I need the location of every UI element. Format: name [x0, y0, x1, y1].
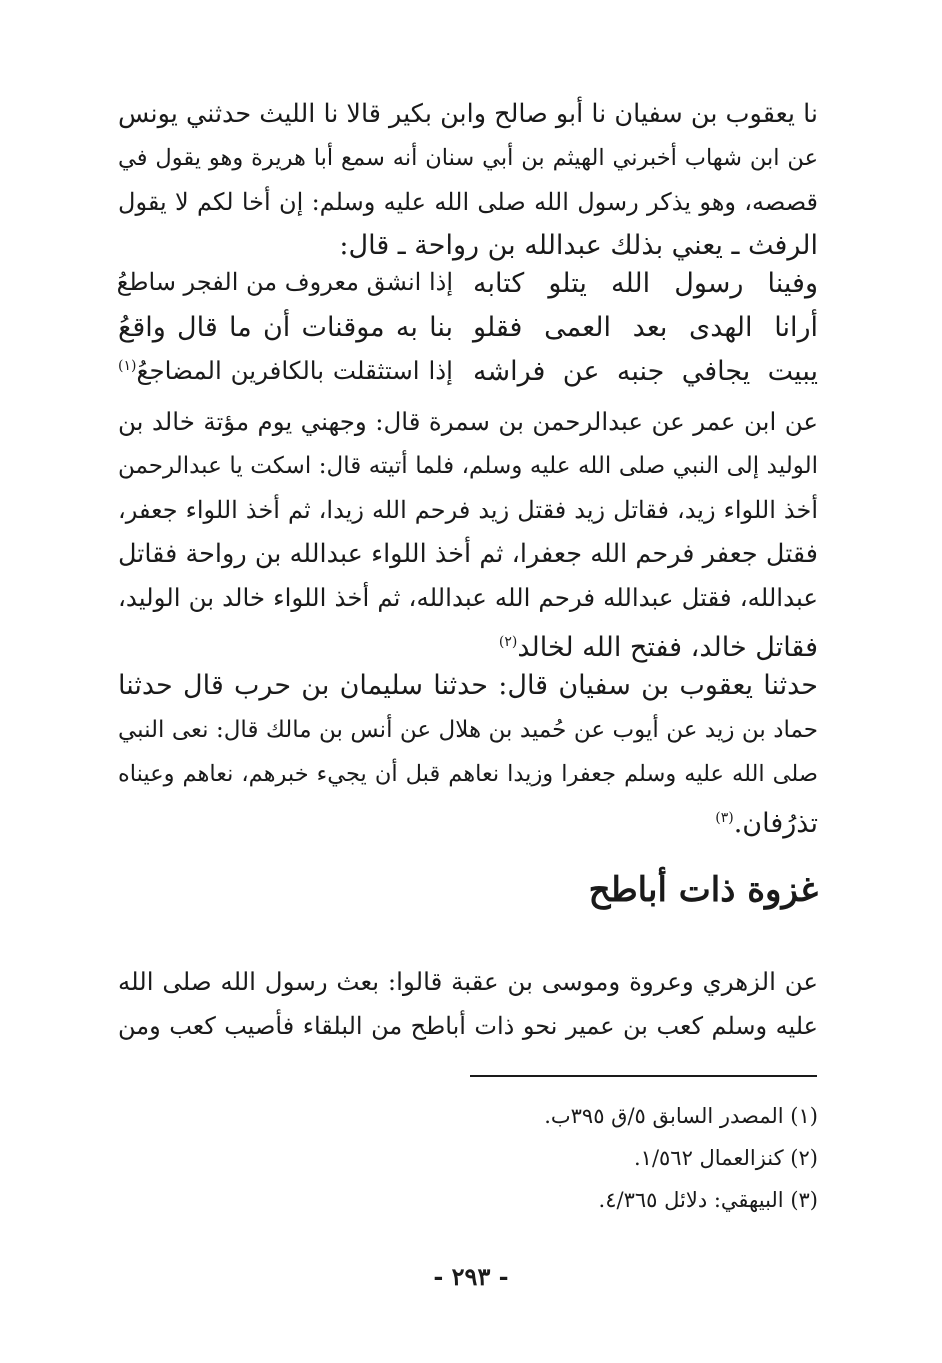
text-line: فقاتل خالد، ففتح الله لخالد$^{(٢)}$: [498, 632, 818, 663]
paragraph-2: [118, 400, 818, 664]
text-line: حماد بن زيد عن أيوب عن حُميد بن هلال عن أنس بن مالك قال: نعى النبي: [118, 717, 818, 743]
footnote-ref: (٣): [715, 810, 734, 826]
footnote-separator: [470, 1075, 817, 1077]
verse-first-hemistich: وفينا رسول الله يتلو كتابه: [473, 268, 818, 299]
text-line: تذرُفان.$^{(٣)}$: [715, 808, 818, 839]
text-line: حدثنا يعقوب بن سفيان قال: حدثنا سليمان بن حرب قال حدثنا: [118, 670, 818, 701]
page-number: - ٢٩٣ -: [433, 1262, 509, 1291]
footnote: (٣) البيهقي: دلائل ٤/٣٦٥.: [598, 1188, 818, 1212]
text-line: فقتل جعفر فرحم الله جعفرا، ثم أخذ اللواء عبدالله بن رواحة فقاتل: [118, 539, 818, 569]
text-line: نا يعقوب بن سفيان نا أبو صالح وابن بكير قالا نا الليث حدثني يونس: [118, 99, 818, 129]
text-line: عبدالله، فقتل عبدالله فرحم الله عبدالله، ثم أخذ اللواء خالد بن الوليد،: [118, 583, 818, 612]
footnote: (١) المصدر السابق ٥/ق ٣٩٥ب.: [544, 1104, 818, 1128]
text-line: الوليد إلى النبي صلى الله عليه وسلم، فلما أتيته قال: اسكت يا عبدالرحمن: [118, 453, 818, 479]
text-line: قصصه، وهو يذكر رسول الله صلى الله عليه وسلم: إن أخا لكم لا يقول: [118, 188, 818, 216]
poem-verse: [118, 268, 818, 312]
footnotes: [544, 1095, 818, 1221]
verse-first-hemistich: يبيت يجافي جنبه عن فراشه: [473, 356, 818, 387]
verse-second-hemistich: إذا استثقلت بالكافرين المضاجعُ$^{(١)}$: [118, 356, 453, 385]
verse-second-hemistich: إذا انشق معروف من الفجر ساطعُ: [116, 268, 453, 296]
footnote: (٢) كنزالعمال ١/٥٦٢.: [633, 1146, 818, 1170]
text-line: عليه وسلم كعب بن عمير نحو ذات أباطح من البلقاء فأصيب كعب ومن: [118, 1012, 818, 1040]
paragraph-4: [118, 960, 818, 1048]
text-line: أخذ اللواء زيد، فقاتل زيد فقتل زيد فرحم الله زيدا، ثم أخذ اللواء جعفر،: [118, 496, 818, 524]
paragraph-1: [118, 92, 818, 268]
poem-verse: [118, 312, 818, 356]
text-line: عن ابن شهاب أخبرني الهيثم بن أبي سنان أنه سمع أبا هريرة وهو يقول في: [118, 145, 818, 171]
footnote-ref: (١): [118, 357, 137, 374]
paragraph-3: [118, 664, 818, 840]
text-line: عن ابن عمر عن عبدالرحمن بن سمرة قال: وجهني يوم مؤتة خالد بن: [118, 407, 818, 436]
footnote-ref: (٢): [498, 634, 518, 650]
verse-first-hemistich: أرانا الهدى بعد العمى فقلو: [473, 312, 818, 343]
poem-verse: [118, 356, 818, 400]
verse-second-hemistich: بنا به موقنات أن ما قال واقعُ: [118, 312, 453, 343]
text-line: الرفث ـ يعني بذلك عبدالله بن رواحة ـ قال:: [339, 230, 818, 261]
text-line: صلى الله عليه وسلم جعفرا وزيدا نعاهم قبل أن يجيء خبرهم، نعاهم وعيناه: [118, 761, 818, 787]
section-heading: غزوة ذات أباطح: [588, 870, 818, 910]
text-line: عن الزهري وعروة وموسى بن عقبة قالوا: بعث رسول الله صلى الله: [118, 967, 818, 996]
